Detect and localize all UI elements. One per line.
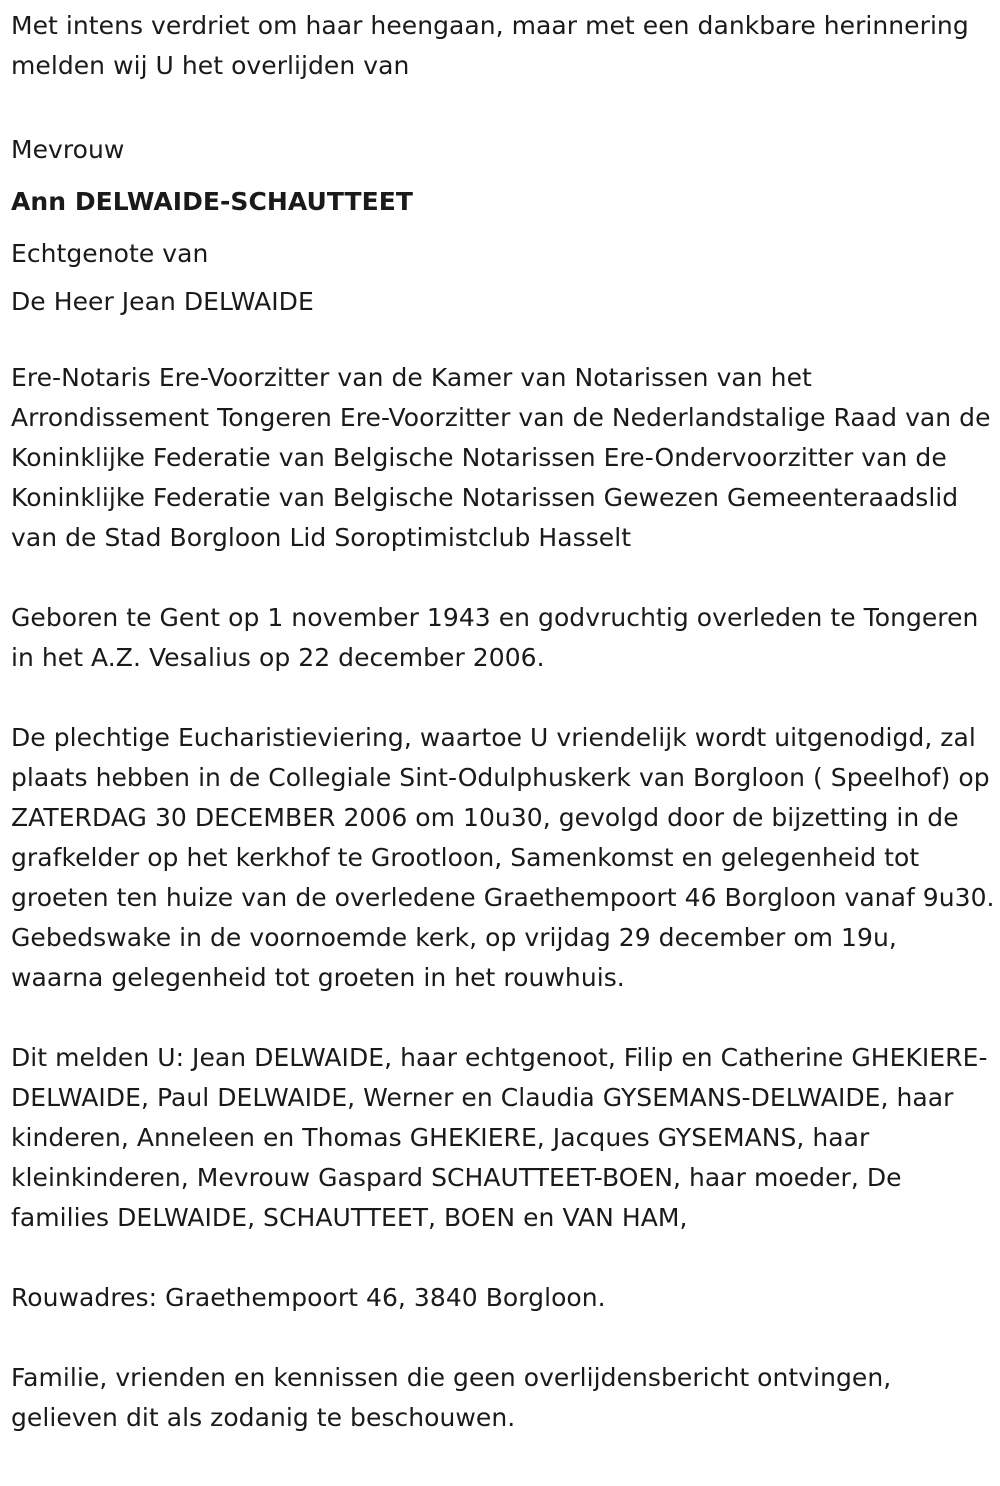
deceased-name: Ann DELWAIDE-SCHAUTTEET: [11, 187, 413, 216]
spouse-name: De Heer Jean DELWAIDE: [11, 287, 314, 316]
closing-paragraph: Familie, vrienden en kennissen die geen overlijdensbericht ontvingen, gelieven dit als zodanig te beschouwen.: [11, 1363, 892, 1432]
salutation: Mevrouw: [11, 135, 125, 164]
birth-death-paragraph: Geboren te Gent op 1 november 1943 en godvruchtig overleden te Tongeren in het A.Z. Vesalius op 22 december 2006.: [11, 603, 979, 672]
ceremony-paragraph: De plechtige Eucharistieviering, waartoe U vriendelijk wordt uitgenodigd, zal plaats hebben in de Collegiale Sint-Odulphuskerk van Borgloon ( Speelhof) op ZATERDAG 30 DECEMBER 2006 om 10u30, gevolgd door de bijzetting in de grafkelder op het kerkhof te Grootloon, Samenkomst en gelegenheid tot groeten ten huize van de overledene Graethempoort 46 Borgloon vanaf 9u30. Gebedswake in de voornoemde kerk, op vrijdag 29 december om 19u, waarna gelegenheid tot groeten in het rouwhuis.: [11, 723, 995, 992]
address-line: Rouwadres: Graethempoort 46, 3840 Borgloon.: [11, 1283, 606, 1312]
relation-label: Echtgenote van: [11, 239, 209, 268]
intro-text: Met intens verdriet om haar heengaan, maar met een dankbare herinnering melden wij U het overlijden van: [11, 11, 969, 80]
family-paragraph: Dit melden U: Jean DELWAIDE, haar echtgenoot, Filip en Catherine GHEKIERE-DELWAIDE, Paul DELWAIDE, Werner en Claudia GYSEMANS-DELWAIDE, haar kinderen, Anneleen en Thomas GHEKIERE, Jacques GYSEMANS, haar kleinkinderen, Mevrouw Gaspard SCHAUTTEET-BOEN, haar moeder, De families DELWAIDE, SCHAUTTEET, BOEN en VAN HAM,: [11, 1043, 988, 1232]
titles-paragraph: Ere-Notaris Ere-Voorzitter van de Kamer van Notarissen van het Arrondissement Tongeren Ere-Voorzitter van de Nederlandstalige Raad van de Koninklijke Federatie van Belgische Notarissen Ere-Ondervoorzitter van de Koninklijke Federatie van Belgische Notarissen Gewezen Gemeenteraadslid van de Stad Borgloon Lid Soroptimistclub Hasselt: [11, 363, 991, 552]
obituary-document: [11, 6, 996, 1438]
